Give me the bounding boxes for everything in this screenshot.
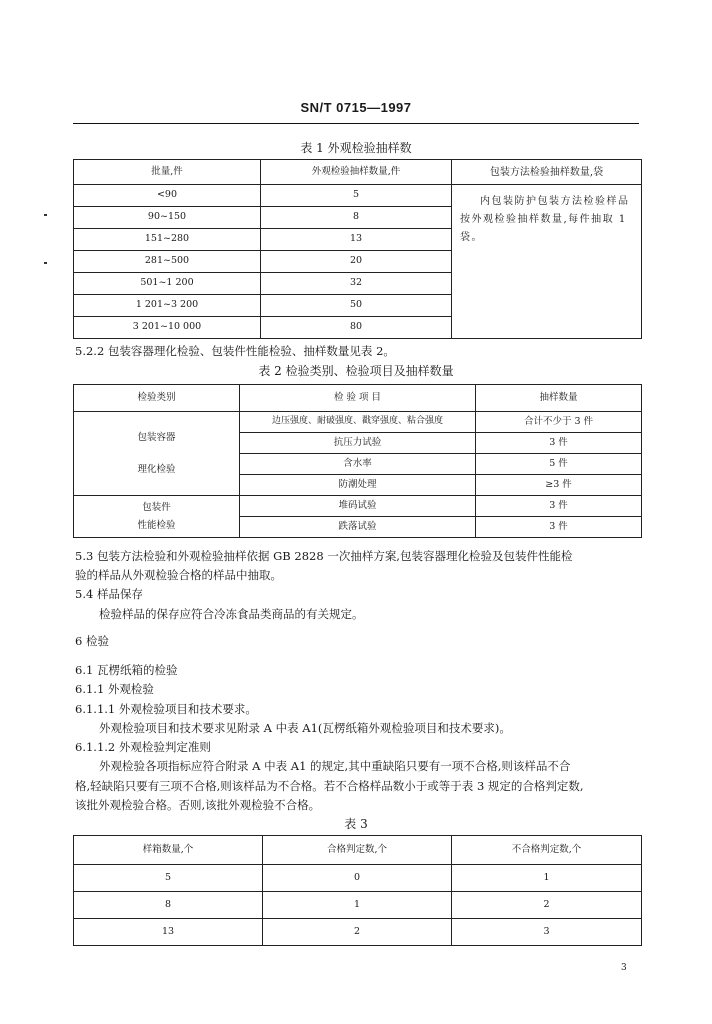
table1-header: 外观检验抽样数量,件 xyxy=(261,160,452,185)
group-line: 性能检验 xyxy=(137,519,176,531)
page-number: 3 xyxy=(621,963,627,973)
table-cell: 13 xyxy=(74,919,263,946)
table-cell: 1 xyxy=(263,892,452,919)
clause-6-1-1: 6.1.1 外观检验 xyxy=(75,682,154,696)
table-cell: 边压强度、耐破强度、戳穿强度、粘合强度 xyxy=(240,412,476,433)
table-cell: 80 xyxy=(261,317,452,339)
table-cell: 3 201~10 000 xyxy=(74,317,261,339)
table-cell: 防潮处理 xyxy=(240,475,476,496)
clause-5-3-line1: 5.3 包装方法检验和外观检验抽样依据 GB 2828 一次抽样方案,包装容器理化检验及包装件性能检 xyxy=(75,549,573,563)
table-cell: <90 xyxy=(74,185,261,207)
clause-6-1-1-1-text: 外观检验项目和技术要求见附录 A 中表 A1(瓦楞纸箱外观检验项目和技术要求)。 xyxy=(99,721,511,735)
clause-5-3-line2: 验的样品从外观检验合格的样品中抽取。 xyxy=(75,568,282,582)
group-line: 包装件 xyxy=(142,501,171,513)
table3 xyxy=(73,835,642,946)
table-cell: 20 xyxy=(261,251,452,273)
table2-group xyxy=(74,412,240,496)
table3-header: 合格判定数,个 xyxy=(263,836,452,865)
paragraph-line: 格,轻缺陷只要有三项不合格,则该样品为不合格。若不合格样品数小于或等于表 3 规定的合格判定数, xyxy=(75,779,584,793)
table-cell: 3 件 xyxy=(476,433,642,454)
table-cell: 281~500 xyxy=(74,251,261,273)
table-cell: 2 xyxy=(452,892,642,919)
table2-header: 检 验 项 目 xyxy=(240,385,476,412)
table-cell: 2 xyxy=(263,919,452,946)
table3-caption: 表 3 xyxy=(344,817,368,831)
clause-5-2-2: 5.2.2 包装容器理化检验、包装件性能检验、抽样数量见表 2。 xyxy=(75,344,395,358)
header-rule xyxy=(73,123,639,124)
table-cell: 合计不少于 3 件 xyxy=(476,412,642,433)
standard-header: SN/T 0715—1997 xyxy=(300,100,412,115)
table2-caption: 表 2 检验类别、检验项目及抽样数量 xyxy=(258,364,454,378)
clause-5-4-text: 检验样品的保存应符合冷冻食品类商品的有关规定。 xyxy=(99,607,364,621)
clause-5-4: 5.4 样品保存 xyxy=(75,587,143,601)
table-cell: 抗压力试验 xyxy=(240,433,476,454)
table3-header: 不合格判定数,个 xyxy=(452,836,642,865)
table-cell: 90~150 xyxy=(74,207,261,229)
table-cell: 1 xyxy=(452,865,642,892)
table-cell: 151~280 xyxy=(74,229,261,251)
table2-group xyxy=(74,496,240,538)
table1 xyxy=(73,159,642,339)
group-line: 包装容器 xyxy=(137,431,176,443)
table-cell: 8 xyxy=(261,207,452,229)
table-cell: ≥3 件 xyxy=(476,475,642,496)
scan-mark xyxy=(44,262,47,264)
table1-header: 包装方法检验抽样数量,袋 xyxy=(452,160,642,185)
table-cell: 含水率 xyxy=(240,454,476,475)
paragraph-line: 外观检验各项指标应符合附录 A 中表 A1 的规定,其中重缺陷只要有一项不合格,则该样品不合 xyxy=(99,759,571,773)
table-cell: 3 xyxy=(452,919,642,946)
table3-header: 样箱数量,个 xyxy=(74,836,263,865)
table-cell: 13 xyxy=(261,229,452,251)
table-cell: 堆码试验 xyxy=(240,496,476,517)
table2-header: 抽样数量 xyxy=(476,385,642,412)
table-cell: 8 xyxy=(74,892,263,919)
table-cell: 3 件 xyxy=(476,517,642,538)
group-line: 理化检验 xyxy=(137,463,176,475)
table-cell: 5 件 xyxy=(476,454,642,475)
paragraph-line: 该批外观检验合格。否则,该批外观检验不合格。 xyxy=(75,798,321,812)
table1-note: 内包装防护包装方法检验样品按外观检验抽样数量,每件抽取 1 袋。 xyxy=(452,185,642,339)
clause-6-1: 6.1 瓦楞纸箱的检验 xyxy=(75,663,178,677)
clause-6-1-1-2: 6.1.1.2 外观检验判定准则 xyxy=(75,740,211,754)
table-cell: 5 xyxy=(261,185,452,207)
table-cell: 1 201~3 200 xyxy=(74,295,261,317)
section-6: 6 检验 xyxy=(75,634,109,648)
table1-header: 批量,件 xyxy=(74,160,261,185)
table-cell: 跌落试验 xyxy=(240,517,476,538)
table-cell: 3 件 xyxy=(476,496,642,517)
table-cell: 32 xyxy=(261,273,452,295)
table-cell: 5 xyxy=(74,865,263,892)
table-cell: 0 xyxy=(263,865,452,892)
scan-mark xyxy=(44,214,47,216)
table2 xyxy=(73,384,642,538)
table-cell: 50 xyxy=(261,295,452,317)
clause-6-1-1-1: 6.1.1.1 外观检验项目和技术要求。 xyxy=(75,702,257,716)
table2-header: 检验类别 xyxy=(74,385,240,412)
table1-caption: 表 1 外观检验抽样数 xyxy=(300,141,412,155)
table-cell: 501~1 200 xyxy=(74,273,261,295)
